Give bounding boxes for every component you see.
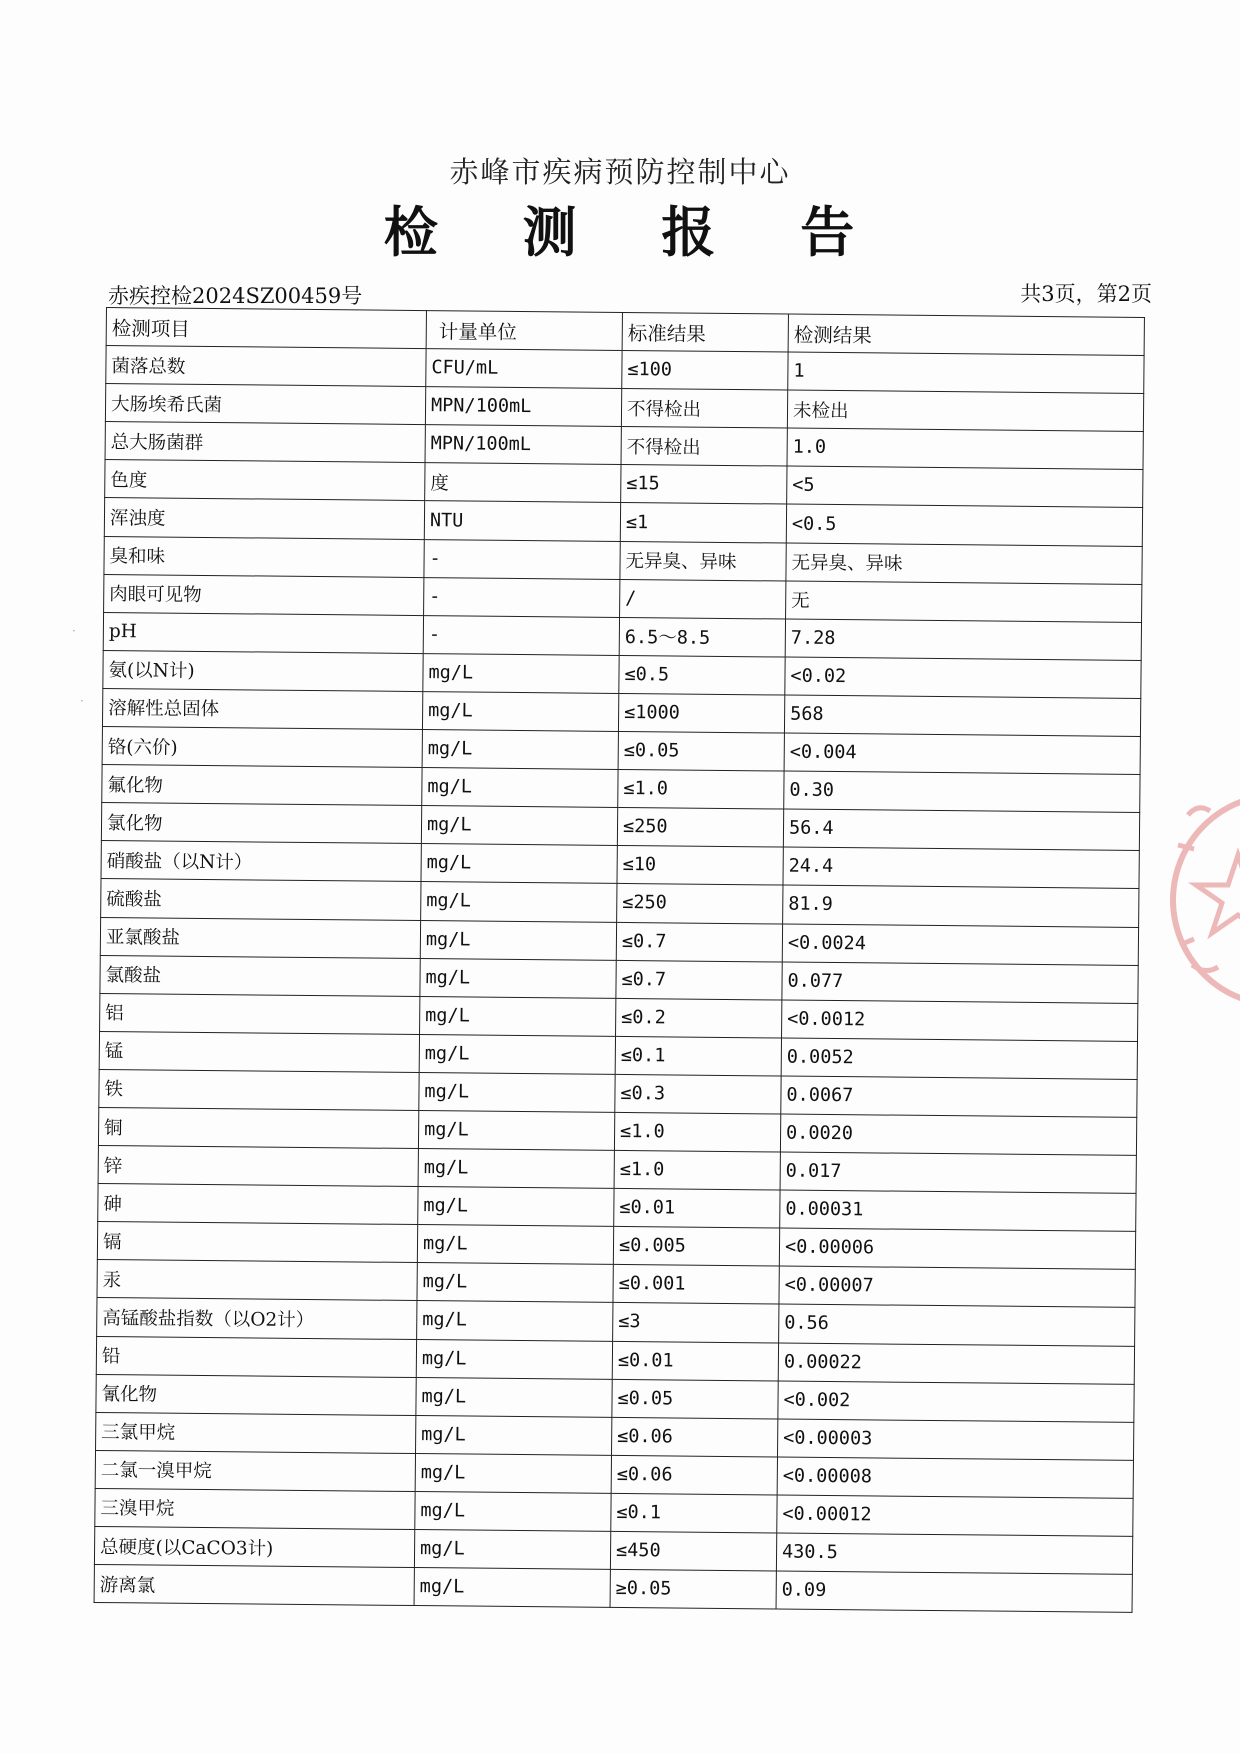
- scan-mark: ·: [80, 694, 84, 708]
- cell-unit: mg/L: [414, 1530, 610, 1570]
- cell-unit: CFU/mL: [426, 349, 622, 389]
- cell-unit: mg/L: [418, 1187, 614, 1227]
- column-header-unit: 计量单位: [426, 311, 622, 351]
- cell-item: pH: [103, 612, 423, 653]
- title-char: 测: [522, 200, 579, 264]
- cell-result: 1.0: [787, 428, 1143, 470]
- cell-result: 0.56: [779, 1304, 1135, 1346]
- cell-unit: mg/L: [419, 1072, 615, 1112]
- page-info: 共3页，第2页: [1020, 282, 1152, 306]
- cell-item: 铝: [100, 993, 420, 1034]
- cell-item: 砷: [98, 1184, 418, 1225]
- cell-standard: ≤0.1: [615, 1036, 781, 1076]
- cell-result: 1: [788, 352, 1144, 394]
- cell-unit: mg/L: [421, 806, 617, 846]
- scan-mark: ·: [72, 624, 76, 638]
- cell-standard: ≤250: [617, 884, 783, 924]
- cell-result: <0.00007: [779, 1266, 1135, 1308]
- cell-unit: 度: [425, 463, 621, 503]
- cell-standard: ≤10: [617, 846, 783, 886]
- cell-unit: mg/L: [418, 1149, 614, 1189]
- cell-item: 三氯甲烷: [96, 1412, 416, 1453]
- cell-item: 总硬度(以CaCO3计): [94, 1526, 414, 1567]
- cell-unit: mg/L: [422, 691, 618, 731]
- cell-standard: ≤0.05: [618, 731, 784, 771]
- cell-item: 高锰酸盐指数（以O2计）: [97, 1298, 417, 1339]
- cell-standard: ≤0.06: [611, 1455, 777, 1495]
- cell-result: 未检出: [787, 390, 1143, 432]
- cell-standard: ≤0.001: [613, 1265, 779, 1305]
- cell-standard: 不得检出: [621, 389, 787, 429]
- cell-standard: ≤450: [610, 1531, 776, 1571]
- cell-unit: mg/L: [417, 1263, 613, 1303]
- cell-unit: mg/L: [414, 1568, 610, 1608]
- cell-result: <0.002: [778, 1381, 1134, 1423]
- cell-unit: mg/L: [415, 1453, 611, 1493]
- cell-standard: ≤0.5: [619, 655, 785, 695]
- cell-item: 锌: [98, 1146, 418, 1187]
- cell-unit: MPN/100mL: [425, 387, 621, 427]
- cell-standard: /: [620, 579, 786, 619]
- cell-item: 硝酸盐（以N计）: [101, 841, 421, 882]
- cell-item: 铅: [96, 1336, 416, 1377]
- cell-result: 0.00022: [778, 1343, 1134, 1385]
- cell-item: 溶解性总固体: [102, 688, 422, 729]
- cell-result: 0.0020: [780, 1114, 1136, 1156]
- cell-item: 铬(六价): [102, 727, 422, 768]
- cell-standard: 无异臭、异味: [620, 541, 786, 581]
- cell-item: 臭和味: [104, 536, 424, 577]
- cell-standard: ≤0.7: [616, 922, 782, 962]
- cell-item: 氯酸盐: [100, 955, 420, 996]
- cell-unit: mg/L: [421, 844, 617, 884]
- cell-item: 铁: [99, 1069, 419, 1110]
- cell-standard: ≤0.01: [614, 1189, 780, 1229]
- cell-result: <0.5: [786, 505, 1142, 547]
- table-body: [94, 346, 1144, 1613]
- cell-result: 无异臭、异味: [786, 543, 1142, 585]
- cell-unit: -: [423, 615, 619, 655]
- cell-item: 氰化物: [96, 1374, 416, 1415]
- cell-unit: -: [424, 539, 620, 579]
- cell-standard: ≤0.7: [616, 960, 782, 1000]
- cell-result: <0.02: [785, 657, 1141, 699]
- cell-result: 0.077: [782, 962, 1138, 1004]
- cell-item: 铜: [98, 1107, 418, 1148]
- cell-item: 氯化物: [101, 803, 421, 844]
- cell-result: 56.4: [783, 809, 1139, 851]
- cell-unit: mg/L: [416, 1377, 612, 1417]
- title-char: 告: [800, 200, 857, 264]
- cell-item: 硫酸盐: [101, 879, 421, 920]
- cell-result: 0.0067: [781, 1076, 1137, 1118]
- cell-standard: ≤1: [620, 503, 786, 543]
- cell-item: 大肠埃希氏菌: [105, 384, 425, 425]
- cell-unit: MPN/100mL: [425, 425, 621, 465]
- cell-result: <5: [787, 466, 1143, 508]
- cell-item: 汞: [97, 1260, 417, 1301]
- cell-unit: mg/L: [421, 882, 617, 922]
- cell-result: 7.28: [785, 619, 1141, 661]
- cell-standard: ≤0.05: [612, 1379, 778, 1419]
- cell-standard: ≤0.01: [612, 1341, 778, 1381]
- cell-unit: mg/L: [415, 1491, 611, 1531]
- cell-result: 0.0052: [781, 1038, 1137, 1080]
- cell-standard: ≤1.0: [618, 770, 784, 810]
- cell-item: 浑浊度: [104, 498, 424, 539]
- cell-result: <0.00003: [777, 1419, 1133, 1461]
- organization-name: 赤峰市疾病预防控制中心: [449, 155, 791, 189]
- title-char: 检: [383, 200, 440, 264]
- cell-item: 氨(以N计): [103, 650, 423, 691]
- cell-result: 430.5: [776, 1533, 1132, 1575]
- cell-unit: mg/L: [419, 1034, 615, 1074]
- report-title: [0, 190, 1240, 267]
- cell-item: 镉: [97, 1222, 417, 1263]
- cell-item: 色度: [105, 460, 425, 501]
- column-header-item: 检测项目: [106, 308, 426, 349]
- title-char: 报: [661, 200, 718, 264]
- cell-standard: ≤100: [622, 351, 788, 391]
- cell-standard: ≤0.2: [616, 998, 782, 1038]
- cell-unit: mg/L: [416, 1415, 612, 1455]
- cell-item: 亚氯酸盐: [100, 917, 420, 958]
- cell-standard: ≤0.3: [615, 1074, 781, 1114]
- cell-unit: mg/L: [420, 996, 616, 1036]
- cell-result: <0.004: [784, 733, 1140, 775]
- cell-unit: mg/L: [422, 768, 618, 808]
- cell-result: 0.017: [780, 1152, 1136, 1194]
- cell-standard: 不得检出: [621, 427, 787, 467]
- cell-standard: ≤1000: [618, 693, 784, 733]
- cell-item: 锰: [99, 1031, 419, 1072]
- cell-result: 24.4: [783, 847, 1139, 889]
- official-seal: [1168, 775, 1240, 1025]
- cell-unit: NTU: [424, 501, 620, 541]
- results-table: [94, 307, 1145, 1613]
- cell-unit: mg/L: [416, 1339, 612, 1379]
- cell-item: 肉眼可见物: [104, 574, 424, 615]
- cell-standard: ≤3: [613, 1303, 779, 1343]
- cell-result: 0.09: [776, 1571, 1132, 1613]
- cell-item: 三溴甲烷: [95, 1488, 415, 1529]
- cell-standard: ≤15: [621, 465, 787, 505]
- cell-result: 0.00031: [780, 1190, 1136, 1232]
- cell-result: <0.0012: [782, 1000, 1138, 1042]
- cell-result: 无: [786, 581, 1142, 623]
- column-header-standard: 标准结果: [622, 312, 788, 352]
- cell-unit: mg/L: [417, 1301, 613, 1341]
- cell-result: <0.00012: [777, 1495, 1133, 1537]
- cell-standard: ≥0.05: [610, 1569, 776, 1609]
- cell-result: <0.00008: [777, 1457, 1133, 1499]
- cell-result: 81.9: [783, 885, 1139, 927]
- cell-standard: ≤0.1: [611, 1493, 777, 1533]
- column-header-result: 检测结果: [788, 314, 1144, 356]
- cell-unit: mg/L: [420, 958, 616, 998]
- report-number: 赤疾控检2024SZ00459号: [108, 284, 363, 308]
- cell-unit: mg/L: [417, 1225, 613, 1265]
- cell-result: <0.00006: [779, 1228, 1135, 1270]
- cell-item: 总大肠菌群: [105, 422, 425, 463]
- cell-standard: 6.5～8.5: [619, 617, 785, 657]
- cell-unit: mg/L: [418, 1111, 614, 1151]
- cell-item: 游离氯: [94, 1565, 414, 1606]
- cell-unit: mg/L: [422, 730, 618, 770]
- cell-standard: ≤250: [617, 808, 783, 848]
- cell-result: 568: [784, 695, 1140, 737]
- cell-unit: mg/L: [423, 653, 619, 693]
- cell-unit: -: [424, 577, 620, 617]
- cell-item: 二氯一溴甲烷: [95, 1450, 415, 1491]
- cell-result: <0.0024: [782, 924, 1138, 966]
- cell-item: 菌落总数: [106, 346, 426, 387]
- cell-standard: ≤0.005: [613, 1227, 779, 1267]
- cell-unit: mg/L: [420, 920, 616, 960]
- cell-standard: ≤1.0: [614, 1150, 780, 1190]
- cell-result: 0.30: [784, 771, 1140, 813]
- cell-item: 氟化物: [102, 765, 422, 806]
- cell-standard: ≤0.06: [612, 1417, 778, 1457]
- cell-standard: ≤1.0: [614, 1112, 780, 1152]
